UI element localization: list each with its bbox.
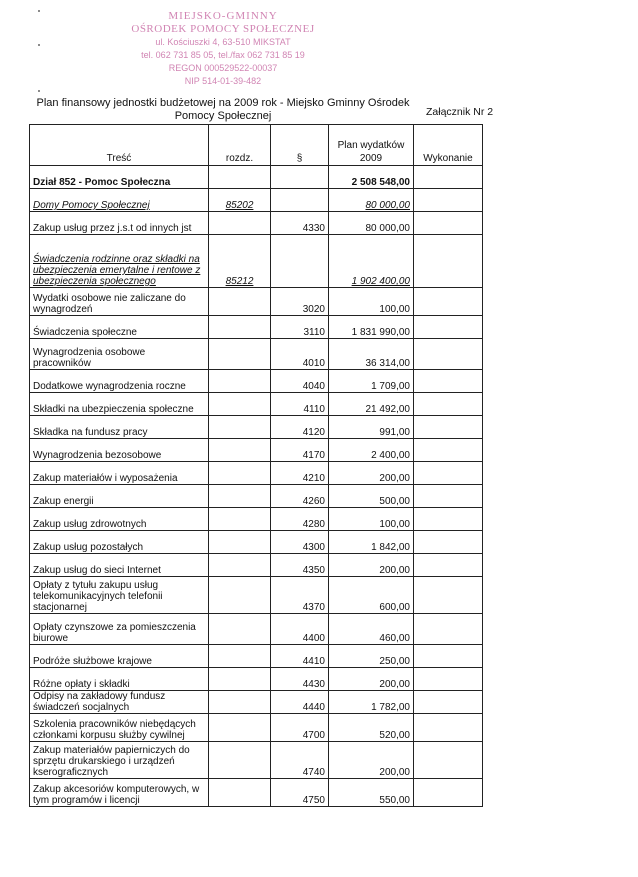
table-row — [30, 166, 483, 189]
header-tresc: Treść — [30, 125, 209, 166]
cell-wykonanie — [414, 339, 483, 370]
cell-rozdz: 85202 — [209, 189, 271, 212]
cell-tresc: Dodatkowe wynagrodzenia roczne — [30, 370, 209, 393]
table-row — [30, 742, 483, 779]
table-row — [30, 577, 483, 614]
cell-tresc: Zakup usług zdrowotnych — [30, 508, 209, 531]
cell-paragraph: 4440 — [271, 691, 329, 714]
cell-rozdz — [209, 416, 271, 439]
cell-wykonanie — [414, 508, 483, 531]
cell-paragraph — [271, 166, 329, 189]
cell-plan: 520,00 — [329, 714, 414, 742]
stamp-line: NIP 514-01-39-482 — [184, 76, 262, 86]
table-row — [30, 339, 483, 370]
cell-tresc: Dział 852 - Pomoc Społeczna — [30, 166, 209, 189]
cell-tresc: Podróże służbowe krajowe — [30, 645, 209, 668]
cell-wykonanie — [414, 779, 483, 807]
cell-tresc: Różne opłaty i składki — [30, 668, 209, 691]
cell-wykonanie — [414, 668, 483, 691]
cell-wykonanie — [414, 531, 483, 554]
cell-rozdz — [209, 531, 271, 554]
cell-tresc: Zakup materiałów i wyposażenia — [30, 462, 209, 485]
cell-rozdz: 85212 — [209, 235, 271, 288]
cell-plan: 200,00 — [329, 554, 414, 577]
attachment-label: Załącznik Nr 2 — [426, 106, 494, 118]
cell-tresc: Wydatki osobowe nie zaliczane do wynagrodzeń — [30, 288, 209, 316]
table-row — [30, 691, 483, 714]
cell-plan: 1 902 400,00 — [329, 235, 414, 288]
cell-tresc: Zakup usług pozostałych — [30, 531, 209, 554]
cell-paragraph: 4300 — [271, 531, 329, 554]
table-row — [30, 779, 483, 807]
cell-plan: 21 492,00 — [329, 393, 414, 416]
cell-wykonanie — [414, 614, 483, 645]
cell-paragraph: 4170 — [271, 439, 329, 462]
cell-plan: 991,00 — [329, 416, 414, 439]
cell-rozdz — [209, 339, 271, 370]
stamp-line: ul. Kościuszki 4, 63-510 MIKSTAT — [155, 37, 291, 47]
cell-tresc: Odpisy na zakładowy fundusz świadczeń socjalnych — [30, 691, 209, 714]
cell-wykonanie — [414, 166, 483, 189]
cell-plan: 600,00 — [329, 577, 414, 614]
cell-tresc: Domy Pomocy Społecznej — [30, 189, 209, 212]
cell-paragraph: 4210 — [271, 462, 329, 485]
scan-speck — [38, 90, 40, 92]
cell-tresc: Opłaty czynszowe za pomieszczenia biurowe — [30, 614, 209, 645]
cell-plan: 2 508 548,00 — [329, 166, 414, 189]
cell-tresc: Wynagrodzenia bezosobowe — [30, 439, 209, 462]
cell-rozdz — [209, 166, 271, 189]
cell-plan: 200,00 — [329, 668, 414, 691]
cell-tresc: Zakup usług do sieci Internet — [30, 554, 209, 577]
cell-rozdz — [209, 439, 271, 462]
cell-wykonanie — [414, 439, 483, 462]
financial-plan-table — [29, 124, 483, 807]
cell-plan: 36 314,00 — [329, 339, 414, 370]
cell-plan: 200,00 — [329, 742, 414, 779]
table-row — [30, 416, 483, 439]
cell-tresc: Składki na ubezpieczenia społeczne — [30, 393, 209, 416]
cell-rozdz — [209, 645, 271, 668]
cell-plan: 2 400,00 — [329, 439, 414, 462]
table-row — [30, 531, 483, 554]
cell-wykonanie — [414, 393, 483, 416]
cell-wykonanie — [414, 462, 483, 485]
cell-rozdz — [209, 779, 271, 807]
cell-wykonanie — [414, 370, 483, 393]
cell-tresc: Zakup akcesoriów komputerowych, w tym programów i licencji — [30, 779, 209, 807]
cell-wykonanie — [414, 485, 483, 508]
table-row — [30, 508, 483, 531]
cell-paragraph: 4350 — [271, 554, 329, 577]
table-header-row — [30, 125, 483, 166]
cell-tresc: Szkolenia pracowników niebędących członkami korpusu służby cywilnej — [30, 714, 209, 742]
cell-wykonanie — [414, 742, 483, 779]
table-row — [30, 714, 483, 742]
header-rozdz: rozdz. — [209, 125, 271, 166]
cell-tresc: Zakup energii — [30, 485, 209, 508]
cell-plan: 500,00 — [329, 485, 414, 508]
cell-wykonanie — [414, 212, 483, 235]
cell-tresc: Składka na fundusz pracy — [30, 416, 209, 439]
cell-plan: 1 782,00 — [329, 691, 414, 714]
cell-rozdz — [209, 577, 271, 614]
table-row — [30, 212, 483, 235]
cell-paragraph: 4750 — [271, 779, 329, 807]
cell-wykonanie — [414, 691, 483, 714]
table-row — [30, 370, 483, 393]
cell-wykonanie — [414, 645, 483, 668]
cell-paragraph: 3110 — [271, 316, 329, 339]
scan-speck — [38, 44, 40, 46]
cell-tresc: Zakup materiałów papierniczych do sprzętu drukarskiego i urządzeń kserograficznych — [30, 742, 209, 779]
cell-rozdz — [209, 462, 271, 485]
cell-rozdz — [209, 370, 271, 393]
table-row — [30, 614, 483, 645]
cell-wykonanie — [414, 554, 483, 577]
cell-wykonanie — [414, 288, 483, 316]
cell-paragraph: 4410 — [271, 645, 329, 668]
cell-rozdz — [209, 485, 271, 508]
cell-rozdz — [209, 288, 271, 316]
cell-rozdz — [209, 212, 271, 235]
scan-speck — [38, 10, 40, 12]
table-row — [30, 316, 483, 339]
cell-plan: 460,00 — [329, 614, 414, 645]
cell-wykonanie — [414, 189, 483, 212]
table-row — [30, 235, 483, 288]
table-body — [30, 166, 483, 807]
cell-paragraph: 4260 — [271, 485, 329, 508]
cell-plan: 80 000,00 — [329, 212, 414, 235]
cell-rozdz — [209, 668, 271, 691]
cell-paragraph — [271, 235, 329, 288]
cell-wykonanie — [414, 577, 483, 614]
table-row — [30, 645, 483, 668]
cell-paragraph: 4110 — [271, 393, 329, 416]
cell-paragraph: 4700 — [271, 714, 329, 742]
cell-plan: 200,00 — [329, 462, 414, 485]
table-row — [30, 485, 483, 508]
table-row — [30, 668, 483, 691]
cell-paragraph: 4370 — [271, 577, 329, 614]
cell-tresc: Wynagrodzenia osobowe pracowników — [30, 339, 209, 370]
cell-tresc: Świadczenia społeczne — [30, 316, 209, 339]
institution-stamp — [118, 10, 328, 88]
cell-plan: 550,00 — [329, 779, 414, 807]
cell-plan: 100,00 — [329, 288, 414, 316]
cell-wykonanie — [414, 235, 483, 288]
cell-plan: 1 709,00 — [329, 370, 414, 393]
cell-rozdz — [209, 714, 271, 742]
cell-tresc: Świadczenia rodzinne oraz składki na ubezpieczenia emerytalne i rentowe z ubezpieczenia społecznego — [30, 235, 209, 288]
cell-plan: 80 000,00 — [329, 189, 414, 212]
cell-paragraph: 4430 — [271, 668, 329, 691]
cell-wykonanie — [414, 316, 483, 339]
table-row — [30, 439, 483, 462]
table-row — [30, 393, 483, 416]
cell-paragraph: 3020 — [271, 288, 329, 316]
cell-tresc: Opłaty z tytułu zakupu usług telekomunikacyjnych telefonii stacjonarnej — [30, 577, 209, 614]
cell-plan: 250,00 — [329, 645, 414, 668]
table-row — [30, 554, 483, 577]
cell-plan: 100,00 — [329, 508, 414, 531]
cell-rozdz — [209, 316, 271, 339]
cell-tresc: Zakup usług przez j.s.t od innych jst — [30, 212, 209, 235]
cell-rozdz — [209, 742, 271, 779]
cell-paragraph — [271, 189, 329, 212]
stamp-line: tel. 062 731 85 05, tel./fax 062 731 85 19 — [141, 50, 305, 60]
stamp-line: OŚRODEK POMOCY SPOŁECZNEJ — [131, 23, 315, 35]
stamp-line: MIEJSKO-GMINNY — [168, 10, 278, 22]
cell-paragraph: 4010 — [271, 339, 329, 370]
header-plan: Plan wydatków 2009 — [329, 125, 414, 166]
cell-paragraph: 4040 — [271, 370, 329, 393]
cell-paragraph: 4400 — [271, 614, 329, 645]
cell-rozdz — [209, 554, 271, 577]
stamp-line: REGON 000529522-00037 — [168, 63, 278, 73]
cell-wykonanie — [414, 714, 483, 742]
cell-paragraph: 4280 — [271, 508, 329, 531]
header-wykonanie: Wykonanie — [414, 125, 483, 166]
cell-rozdz — [209, 614, 271, 645]
cell-rozdz — [209, 393, 271, 416]
table-row — [30, 189, 483, 212]
cell-paragraph: 4330 — [271, 212, 329, 235]
table-row — [30, 462, 483, 485]
cell-plan: 1 831 990,00 — [329, 316, 414, 339]
cell-paragraph: 4740 — [271, 742, 329, 779]
cell-rozdz — [209, 508, 271, 531]
cell-rozdz — [209, 691, 271, 714]
header-paragraph: § — [271, 125, 329, 166]
cell-wykonanie — [414, 416, 483, 439]
cell-plan: 1 842,00 — [329, 531, 414, 554]
table-row — [30, 288, 483, 316]
cell-paragraph: 4120 — [271, 416, 329, 439]
document-title: Plan finansowy jednostki budżetowej na 2009 rok - Miejsko Gminny Ośrodek Pomocy Społecznej — [36, 97, 410, 122]
